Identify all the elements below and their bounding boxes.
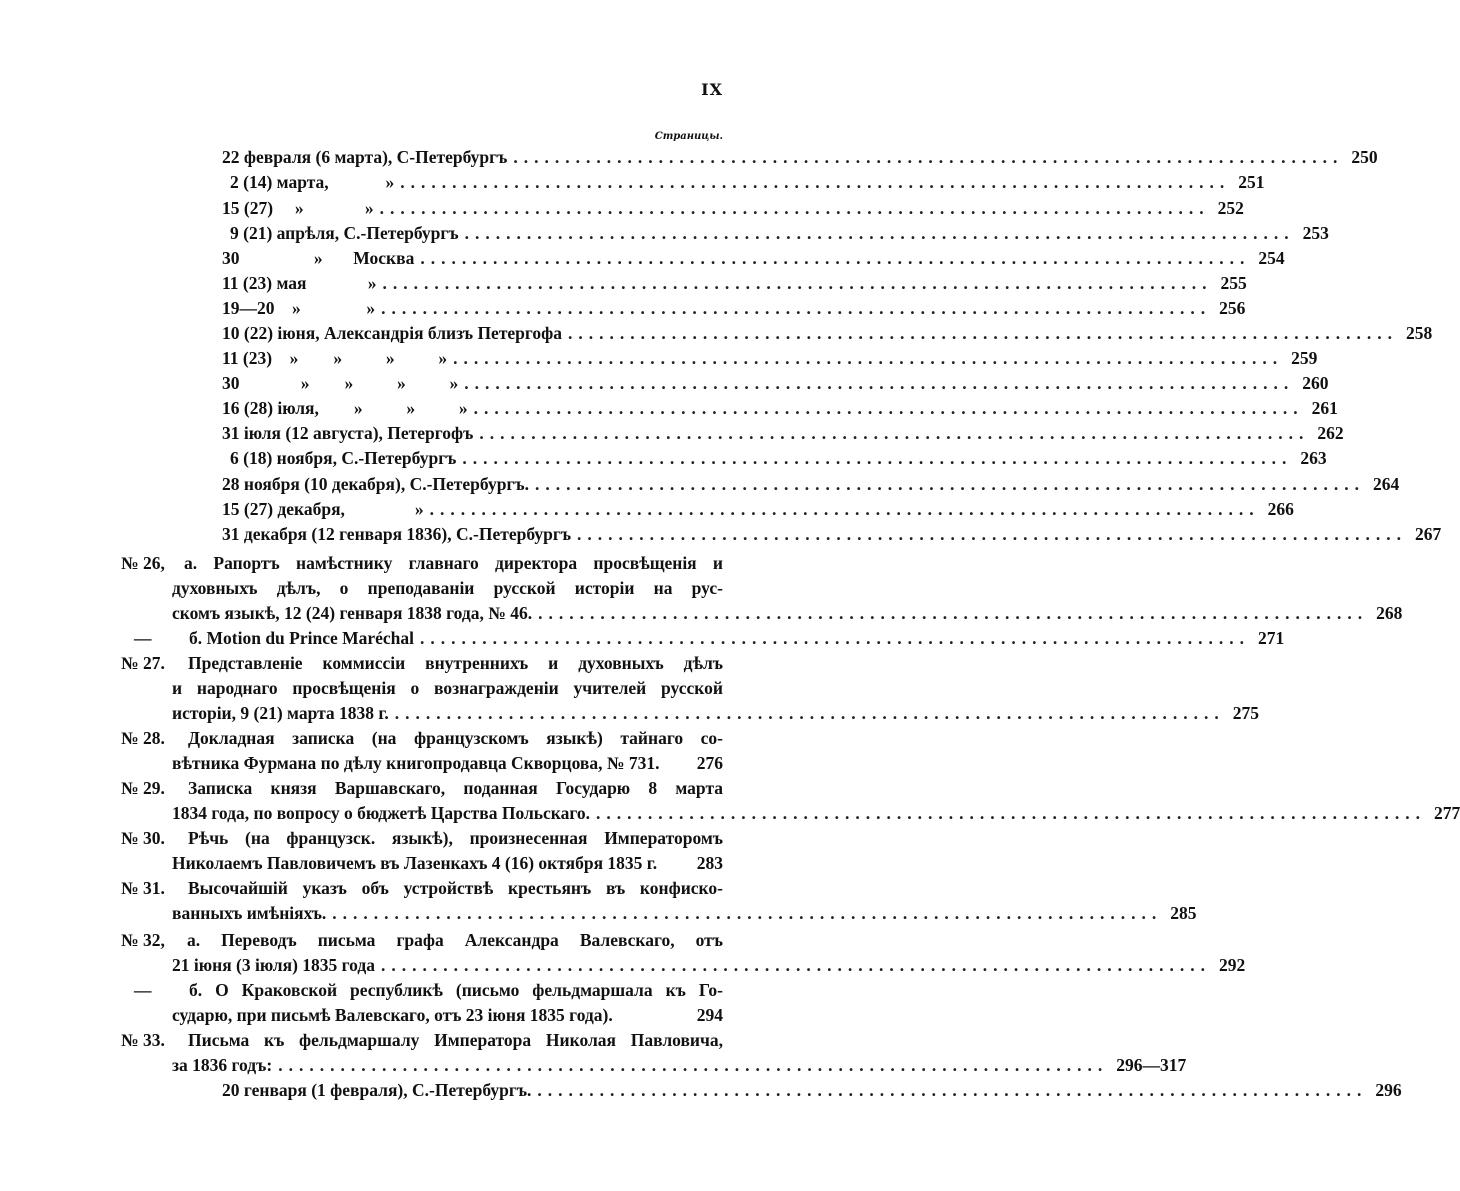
page-column-header: Страницы. — [654, 131, 723, 142]
dot-leader: ................................................................................ — [420, 248, 1251, 268]
entry-text: 15 (27) » » — [222, 198, 374, 218]
ditto-dash: — — [134, 980, 152, 1000]
toc-entry — [172, 703, 1260, 728]
toc-entry — [222, 423, 1344, 448]
entry-text: скомъ языкѣ, 12 (24) генваря 1838 года, № 46. — [172, 603, 533, 623]
toc-entry-line — [172, 678, 723, 703]
entry-text: а. Рапортъ намѣстнику главнаго директора просвѣщенія и — [184, 553, 723, 573]
toc-entry — [222, 273, 1247, 298]
entry-text: 22 февраля (6 марта), С-Петербургъ — [222, 147, 508, 167]
toc-entry — [172, 803, 1460, 828]
entry-text: 6 (18) ноября, С.-Петербургъ — [230, 448, 457, 468]
dot-leader: ................................................................................ — [462, 448, 1293, 468]
toc-entry — [230, 448, 1327, 473]
dot-leader: ................................................................................ — [332, 903, 1163, 923]
toc-entry — [222, 147, 1378, 172]
entry-text: 1834 года, по вопросу о бюджетѣ Царства Польскаго. — [172, 803, 591, 823]
toc-entry — [172, 955, 1246, 980]
entry-text: вѣтника Фурмана по дѣлу книгопродавца Скворцова, № 731. — [172, 753, 660, 773]
toc-entry — [172, 603, 1403, 628]
toc-entry — [222, 398, 1338, 423]
page-ref: 264 — [1373, 474, 1400, 494]
entry-text: Рѣчь (на французск. языкѣ), произнесенная Императоромъ — [188, 828, 723, 848]
dot-leader: ................................................................................ — [382, 273, 1213, 293]
toc-entry — [222, 524, 1442, 549]
entry-text: 11 (23) мая » — [222, 273, 377, 293]
dot-leader: ................................................................................ — [473, 398, 1304, 418]
entry-text: Высочайшій указъ объ устройствѣ крестьянъ въ конфиско- — [188, 878, 723, 898]
toc-entry — [222, 474, 1400, 499]
page-ref: 260 — [1302, 373, 1329, 393]
page-ref: 259 — [1291, 348, 1318, 368]
toc-entry — [222, 373, 1329, 398]
dot-leader: ................................................................................ — [464, 223, 1295, 243]
entry-text: духовныхъ дѣлъ, о преподаваніи русской исторіи на рус- — [172, 578, 723, 598]
toc-entry — [222, 1080, 1402, 1105]
dot-leader: ................................................................................ — [400, 172, 1231, 192]
entry-text: 31 іюля (12 августа), Петергофъ — [222, 423, 474, 443]
dot-leader: ................................................................................ — [464, 373, 1295, 393]
dot-leader: ................................................................................ — [538, 603, 1369, 623]
toc-entry — [222, 198, 1244, 223]
entry-text: 2 (14) марта, » — [230, 172, 395, 192]
toc-entry — [189, 628, 1285, 653]
dot-leader: ................................................................................ — [535, 474, 1365, 494]
page-ref: 283 — [696, 853, 723, 873]
page-ref: 263 — [1300, 448, 1327, 468]
dot-leader: ................................................................................ — [596, 803, 1427, 823]
entry-text: Докладная записка (на французскомъ языкѣ) тайнаго со- — [188, 728, 723, 748]
entry-text: исторіи, 9 (21) марта 1838 г. — [172, 703, 389, 723]
dot-leader: ................................................................................ — [379, 198, 1210, 218]
page-ref: 252 — [1217, 198, 1244, 218]
document-number: № 33. — [121, 1030, 165, 1050]
page-ref: 266 — [1267, 499, 1294, 519]
dot-leader: ................................................................................ — [381, 298, 1212, 318]
toc-entry — [222, 298, 1246, 323]
toc-entry-line — [187, 930, 723, 955]
page-ref: 250 — [1351, 147, 1378, 167]
toc-entry — [172, 853, 723, 878]
toc-entry — [230, 172, 1265, 197]
toc-entry — [172, 903, 1197, 928]
entry-text: 19—20 » » — [222, 298, 376, 318]
toc-entry-line — [188, 878, 723, 903]
entry-text: б. Motion du Prince Maréchal — [189, 628, 415, 648]
entry-text: Записка князя Варшавскаго, поданная Государю 8 марта — [188, 778, 723, 798]
dot-leader: ................................................................................ — [453, 348, 1284, 368]
entry-text: а. Переводъ письма графа Александра Валевскаго, отъ — [187, 930, 723, 950]
entry-text: Письма къ фельдмаршалу Императора Николая Павловича, — [188, 1030, 723, 1050]
page-ref: 254 — [1258, 248, 1285, 268]
entry-text: 31 декабря (12 генваря 1836), С.-Петербургъ — [222, 524, 572, 544]
page-ref: 256 — [1219, 298, 1246, 318]
entry-text: 20 генваря (1 февраля), С.-Петербургъ. — [222, 1080, 532, 1100]
dot-leader: ................................................................................ — [429, 499, 1260, 519]
dot-leader: ................................................................................ — [278, 1055, 1109, 1075]
document-number: № 32, — [121, 930, 165, 950]
dot-leader: ................................................................................ — [394, 703, 1225, 723]
toc-entry-line — [184, 553, 723, 578]
page-ref: 294 — [696, 1005, 723, 1025]
toc-entry — [172, 753, 723, 778]
page-ref: 296—317 — [1116, 1055, 1187, 1075]
document-number: № 29. — [121, 778, 165, 798]
document-number: № 27. — [121, 653, 165, 673]
page-ref: 261 — [1311, 398, 1338, 418]
ditto-dash: — — [134, 628, 152, 648]
toc-entry — [222, 323, 1433, 348]
entry-text: 10 (22) іюня, Александрія близъ Петергофа — [222, 323, 563, 343]
dot-leader: ................................................................................ — [568, 323, 1399, 343]
entry-text: Николаемъ Павловичемъ въ Лазенкахъ 4 (16) октября 1835 г. — [172, 853, 658, 873]
entry-text: 15 (27) декабря, » — [222, 499, 424, 519]
toc-entry-line — [188, 778, 723, 803]
page-number: IX — [701, 80, 723, 99]
document-number: № 31. — [121, 878, 165, 898]
page-ref: 262 — [1317, 423, 1344, 443]
entry-text: и народнаго просвѣщенія о вознагражденіи учителей русской — [172, 678, 723, 698]
dot-leader: ................................................................................ — [381, 955, 1212, 975]
dot-leader: ................................................................................ — [479, 423, 1310, 443]
page-ref: 267 — [1415, 524, 1442, 544]
toc-entry — [172, 1055, 1187, 1080]
toc-entry — [222, 348, 1318, 373]
entry-text: 16 (28) іюля, » » » — [222, 398, 468, 418]
document-number: № 26, — [121, 553, 165, 573]
toc-entry — [222, 248, 1285, 273]
page-ref: 276 — [696, 753, 723, 773]
toc-entry-line — [188, 1030, 723, 1055]
page-ref: 251 — [1238, 172, 1265, 192]
page-ref: 292 — [1219, 955, 1246, 975]
entry-text: б. О Краковской республикѣ (письмо фельдмаршала къ Го- — [189, 980, 723, 1000]
dot-leader: ................................................................................ — [577, 524, 1408, 544]
page-ref: 285 — [1170, 903, 1197, 923]
document-number: № 28. — [121, 728, 165, 748]
toc-entry-line — [189, 980, 723, 1005]
toc-entry-line — [188, 728, 723, 753]
entry-text: сударю, при письмѣ Валевскаго, отъ 23 іюня 1835 года). — [172, 1005, 613, 1025]
dot-leader: ................................................................................ — [513, 147, 1344, 167]
page-ref: 253 — [1302, 223, 1329, 243]
dot-leader: ................................................................................ — [537, 1080, 1368, 1100]
page-ref: 255 — [1220, 273, 1247, 293]
entry-text: 11 (23) » » » » — [222, 348, 448, 368]
toc-entry — [230, 223, 1329, 248]
document-number: № 30. — [121, 828, 165, 848]
page-ref: 268 — [1376, 603, 1403, 623]
page-ref: 296 — [1375, 1080, 1402, 1100]
entry-text: ванныхъ имѣніяхъ. — [172, 903, 327, 923]
entry-text: 9 (21) апрѣля, С.-Петербургъ — [230, 223, 459, 243]
entry-text: за 1836 годъ: — [172, 1055, 273, 1075]
toc-entry — [172, 1005, 723, 1030]
page-ref: 277 — [1434, 803, 1460, 823]
page-ref: 271 — [1258, 628, 1285, 648]
page-ref: 275 — [1232, 703, 1260, 723]
entry-text: 30 » » » » — [222, 373, 459, 393]
entry-text: 21 іюня (3 іюля) 1835 года — [172, 955, 376, 975]
toc-entry-line — [188, 828, 723, 853]
dot-leader: ................................................................................ — [420, 628, 1251, 648]
entry-text: 30 » Москва — [222, 248, 415, 268]
entry-text: 28 ноября (10 декабря), С.-Петербургъ. — [222, 474, 529, 494]
toc-entry-line — [172, 578, 723, 603]
page-ref: 258 — [1406, 323, 1433, 343]
entry-text: Представленіе коммиссіи внутреннихъ и духовныхъ дѣлъ — [188, 653, 723, 673]
toc-entry-line — [188, 653, 723, 678]
toc-entry — [222, 499, 1294, 524]
